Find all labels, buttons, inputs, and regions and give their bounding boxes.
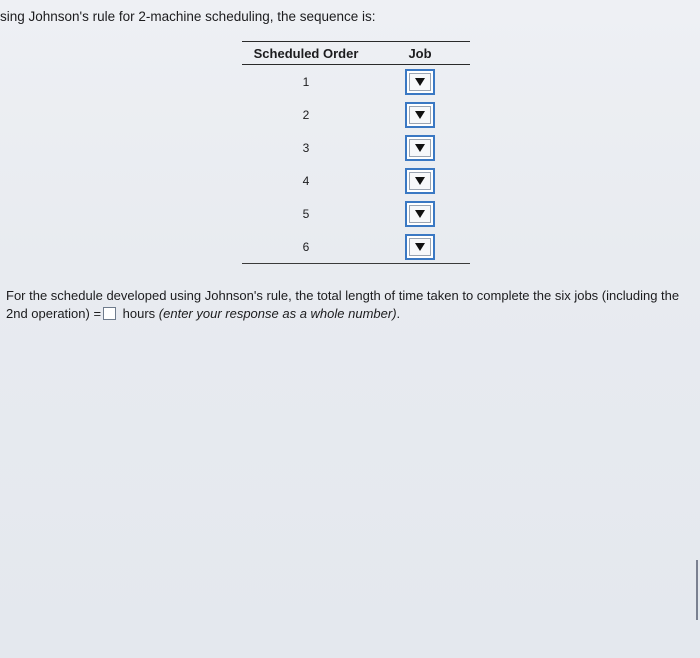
header-scheduled-order: Scheduled Order [242, 42, 370, 65]
question-text [6, 287, 696, 323]
caret-down-icon [415, 111, 425, 119]
select-button[interactable] [409, 238, 431, 256]
caret-down-icon [415, 177, 425, 185]
unit-label: hours [119, 306, 159, 321]
caret-down-icon [415, 210, 425, 218]
caret-down-icon [415, 243, 425, 251]
schedule-table [242, 41, 470, 264]
job-cell [370, 164, 470, 197]
job-cell [370, 197, 470, 230]
job-select-3[interactable] [405, 135, 435, 161]
order-number: 6 [242, 230, 370, 264]
job-select-1[interactable] [405, 69, 435, 95]
select-button[interactable] [409, 139, 431, 157]
table-row [242, 98, 470, 131]
caret-down-icon [415, 144, 425, 152]
order-number: 1 [302, 74, 310, 89]
select-button[interactable] [409, 205, 431, 223]
caret-down-icon [415, 78, 425, 86]
response-hint: (enter your response as a whole number) [158, 306, 397, 321]
job-cell [370, 98, 470, 131]
table-row [242, 131, 470, 164]
order-number: 5 [302, 206, 310, 221]
job-select-5[interactable] [405, 201, 435, 227]
job-cell [370, 230, 470, 264]
job-cell [370, 65, 470, 99]
table-row [242, 65, 470, 99]
job-cell [370, 131, 470, 164]
instruction-text: sing Johnson's rule for 2-machine scheduling, the sequence is: [0, 9, 376, 24]
select-button[interactable] [409, 106, 431, 124]
order-number: 2 [302, 107, 310, 122]
question-prompt: For the schedule developed using Johnson's rule, the total length of time taken to complete the six jobs (including the 2nd operation) = [6, 288, 680, 321]
select-button[interactable] [409, 172, 431, 190]
total-hours-input[interactable] [103, 307, 116, 320]
job-select-6[interactable] [405, 234, 435, 260]
header-job: Job [370, 42, 470, 65]
job-select-4[interactable] [405, 168, 435, 194]
sentence-end: . [396, 306, 401, 321]
table-row [242, 164, 470, 197]
table-row [242, 197, 470, 230]
scrollbar-thumb[interactable] [696, 560, 698, 620]
table-row [242, 230, 470, 264]
order-number: 3 [302, 140, 310, 155]
select-button[interactable] [409, 73, 431, 91]
job-select-2[interactable] [405, 102, 435, 128]
order-number: 4 [302, 173, 310, 188]
table-header-row [242, 42, 470, 65]
